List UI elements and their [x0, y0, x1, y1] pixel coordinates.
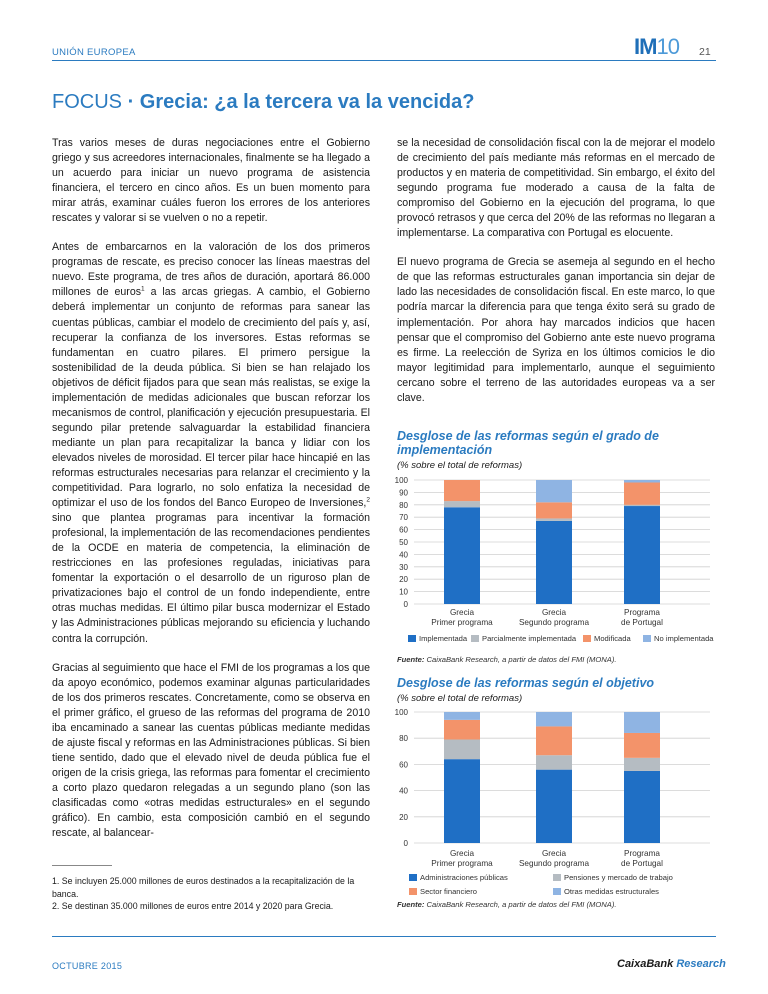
legend-label: Pensiones y mercado de trabajo [564, 873, 673, 882]
chart-2-source [397, 900, 616, 909]
paragraph-2 [52, 240, 370, 646]
paragraph-3: Gracias al seguimiento que hace el FMI de los programas a los que da apoyo económico, podemos examinar algunas particularidades de los dos primeros rescates. Concretamente, como se observa en el primer gráfico, el grueso de las reformas del programa de 2010 iba encaminado a sanear las cuentas públicas mediante medidas de ajuste fiscal y reformas en las Administraciones públicas. Si bien tiene sentido, dado que el elevado nivel de deuda pública fue el origen de la crisis griega, las reformas para fomentar el crecimiento a corto plazo quedaron relegadas a un segundo plano (son las clasificadas como «otras medidas estructurales» en el segundo gráfico). En cambio, esta composición cambió en el segundo rescate, al balancear- [52, 661, 370, 840]
paragraph-5: El nuevo programa de Grecia se asemeja al segundo en el hecho de que las reformas estructurales ganan importancia sin dejar de lado las necesidades de consolidación fiscal. En este marco, lo que podría marcar la diferencia para que tenga éxito será su grado de implementación. Por ahora hay marcados indicios que hacen pensar que el compromiso del Gobierno ante este nuevo programa es firme. La reelección de Syriza en los últimos comicios le dio mayor legitimidad para implementarlo, aunque el seguimiento cercano sobre el terreno de las autoridades europeas va a ser clave. [397, 256, 715, 404]
chart-1-source-text: CaixaBank Research, a partir de datos del FMI (MONA). [426, 655, 617, 664]
legend-label: Implementada [419, 634, 468, 643]
paragraph-2-part-c: sino que plantea programas para incentivar la formación profesional, la implementación de las recomendaciones pendientes de la OCDE en materia de competencia, la eliminación de restricciones en las profesiones reguladas, iniciativas para fomentar la exportación o el desarrollo de un riguroso plan de privatizaciones bajo el control de un fondo independiente, entre otras muchas medidas. El último pilar busca modernizar el Estado y las Administraciones públicas mejorando su eficiencia y luchando contra la corrupción. [52, 512, 370, 645]
footnote-ref-2[interactable]: 2 [366, 496, 370, 504]
bar-segment [624, 480, 660, 482]
x-tick-label: Segundo programa [518, 859, 590, 868]
footnote-divider [52, 865, 112, 866]
x-tick-label: de Portugal [621, 618, 663, 627]
chart-2-subtitle: (% sobre el total de reformas) [397, 693, 523, 704]
legend-label: Administraciones públicas [420, 873, 508, 882]
legend-swatch [553, 888, 561, 895]
legend-label: Sector financiero [420, 887, 477, 896]
x-tick-label: Grecia [541, 849, 567, 858]
footnote-ref-1[interactable]: 1 [141, 285, 145, 293]
bar-segment [624, 771, 660, 843]
bar-segment [444, 501, 480, 507]
legend-swatch [643, 635, 651, 642]
y-tick-label: 0 [403, 600, 408, 609]
legend-swatch [583, 635, 591, 642]
logo-main: IM [634, 34, 657, 59]
y-tick-label: 60 [399, 525, 408, 535]
bar-segment [624, 506, 660, 604]
section-label: UNIÓN EUROPEA [52, 47, 136, 58]
bar-segment [624, 482, 660, 504]
legend-swatch [408, 635, 416, 642]
publication-logo [634, 34, 679, 60]
logo-number: 10 [656, 34, 679, 59]
y-tick-label: 80 [399, 734, 408, 744]
x-tick-label: Programa [624, 608, 660, 617]
x-tick-label: Grecia [449, 849, 475, 858]
bar-segment [536, 755, 572, 769]
x-tick-label: Primer programa [431, 618, 493, 627]
y-tick-label: 30 [399, 562, 408, 572]
brand-suffix: Research [676, 958, 726, 970]
x-tick-label: de Portugal [621, 859, 663, 868]
legend-label: Parcialmente implementada [482, 634, 577, 643]
title-main: Grecia: ¿a la tercera va la vencida? [139, 91, 475, 113]
x-tick-label: Primer programa [431, 859, 493, 868]
footnote-2: 2. Se destinan 35.000 millones de euros entre 2014 y 2020 para Grecia. [52, 901, 334, 911]
bar-segment [536, 726, 572, 755]
bar-segment [536, 770, 572, 843]
y-tick-label: 70 [399, 513, 408, 523]
paragraph-2-part-b: a las arcas griegas. A cambio, el Gobierno deberá implementar un conjunto de reformas para sanear las cuentas públicas, cambiar el modelo de crecimiento del país y, así, recuperar la confianza de los inversores. Estas reformas se fundamentan en cuatro pilares. El primero persigue la sostenibilidad de la deuda pública. Si bien se han relajado los objetivos de déficit fijados para que sean más realistas, se exige la implementación de medidas adicionales que buscan reforzar los mecanismos de control, planificación y ejecución presupuestaria. El segundo pilar pretende salvaguardar la estabilidad financiera mediante un plan para recapitalizar la banca y lidiar con los elevados niveles de morosidad. El tercer pilar hace hincapié en las reformas estructurales necesarias para relanzar el crecimiento y la competitividad. Para lograrlo, no solo enfatiza la necesidad de optimizar el uso de los fondos del Banco Europeo de Inversiones, [52, 286, 371, 510]
footnotes [52, 875, 370, 913]
right-column [397, 136, 715, 420]
chart-2 [388, 703, 720, 897]
title-separator: · [127, 91, 135, 113]
bar-segment [444, 720, 480, 740]
bar-segment [624, 505, 660, 506]
legend-swatch [553, 874, 561, 881]
legend-swatch [409, 888, 417, 895]
footer-divider [52, 936, 716, 937]
paragraph-4: se la necesidad de consolidación fiscal con la de mejorar el modelo de crecimiento del país mediante más reformas en el mercado de productos y en materia de competitividad. Sin embargo, el éxito del segundo programa fue moderado a causa de la falta de compromiso del Gobierno en la ejecución del programa, lo que provocó retrasos y que cerca del 20% de las reformas no llegaran a implementarse. La comparativa con Portugal es elocuente. [397, 137, 715, 240]
page-number: 21 [699, 46, 711, 58]
chart-1-title: Desglose de las reformas según el grado de implementación [397, 429, 659, 457]
bar-segment [536, 521, 572, 604]
chart-1-subtitle: (% sobre el total de reformas) [397, 460, 523, 471]
y-tick-label: 90 [399, 488, 408, 498]
y-tick-label: 0 [403, 839, 408, 848]
y-tick-label: 100 [394, 476, 408, 485]
header-divider [52, 60, 716, 61]
x-tick-label: Grecia [449, 608, 475, 617]
y-tick-label: 10 [399, 587, 408, 597]
focus-word: FOCUS [52, 91, 122, 113]
chart-1 [388, 472, 720, 652]
left-column [52, 136, 370, 855]
x-tick-label: Grecia [541, 608, 567, 617]
legend-label: Otras medidas estructurales [564, 887, 659, 896]
chart-2-source-text: CaixaBank Research, a partir de datos del FMI (MONA). [426, 900, 617, 909]
y-tick-label: 100 [394, 708, 408, 717]
bar-segment [444, 759, 480, 843]
y-tick-label: 50 [399, 538, 408, 547]
y-tick-label: 20 [399, 812, 408, 822]
bar-segment [624, 733, 660, 758]
bar-segment [536, 712, 572, 726]
bar-segment [536, 480, 572, 502]
footnote-1: 1. Se incluyen 25.000 millones de euros destinados a la recapitalización de la banca. [52, 876, 355, 899]
x-tick-label: Programa [624, 849, 660, 858]
bar-segment [444, 480, 480, 501]
footer-brand [617, 958, 726, 970]
chart-1-source-label: Fuente: [397, 655, 425, 664]
bar-segment [536, 502, 572, 518]
y-tick-label: 60 [399, 760, 408, 770]
bar-segment [444, 740, 480, 760]
y-tick-label: 80 [399, 500, 408, 510]
brand-name: CaixaBank [617, 958, 674, 970]
page-title [52, 91, 474, 114]
legend-label: Modificada [594, 634, 631, 643]
bar-segment [624, 758, 660, 771]
legend-swatch [471, 635, 479, 642]
legend-swatch [409, 874, 417, 881]
bar-segment [444, 712, 480, 720]
bar-segment [444, 507, 480, 604]
y-tick-label: 40 [399, 550, 408, 560]
y-tick-label: 20 [399, 575, 408, 585]
bar-segment [624, 712, 660, 733]
chart-2-source-label: Fuente: [397, 900, 425, 909]
bar-segment [536, 518, 572, 520]
paragraph-2-part-a: Antes de embarcarnos en la valoración de los dos primeros programas de rescate, es preciso conocer las líneas maestras del nuevo. Este programa, de tres años de duración, aportará 86.000 millones de euros [52, 241, 370, 299]
y-tick-label: 40 [399, 786, 408, 796]
chart-1-source [397, 655, 616, 664]
paragraph-1: Tras varios meses de duras negociaciones entre el Gobierno griego y sus acreedores internacionales, finalmente se ha llegado a un acuerdo para iniciar un nuevo programa de asistencia financiera, el tercero en cinco años. Es un buen momento para mirar atrás, examinar cuáles fueron los errores de los anteriores rescates y valorar si se vuelven o no a repetir. [52, 137, 370, 225]
chart-2-title: Desglose de las reformas según el objetivo [397, 676, 655, 690]
legend-label: No implementada [654, 634, 714, 643]
footer-date: OCTUBRE 2015 [52, 961, 123, 971]
x-tick-label: Segundo programa [518, 618, 590, 627]
